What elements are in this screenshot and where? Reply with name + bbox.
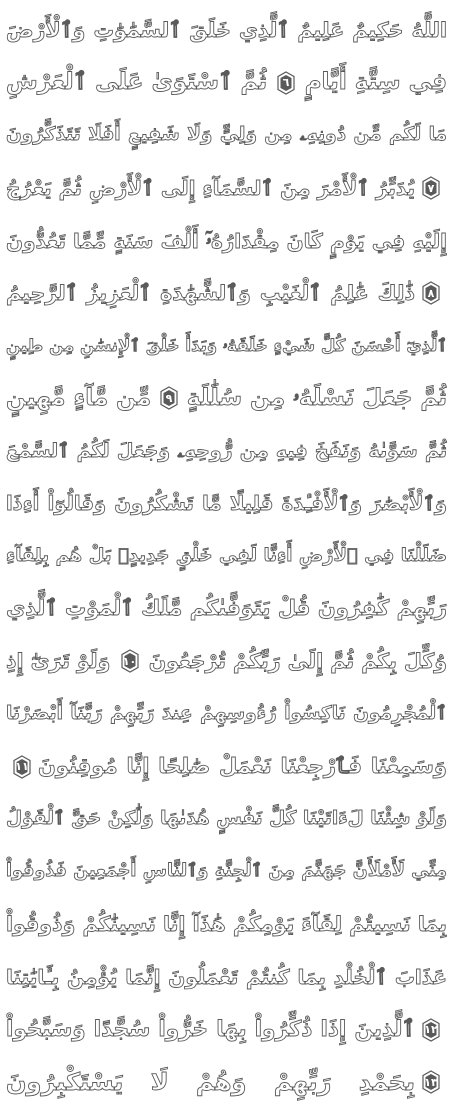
verse-text: ثُمَّ سَوَّىٰهُ وَنَفَخَ فِيهِ مِن رُّوحِهِۦ وَجَعَلَ لَكُمُ ٱلسَّمْعَ (6, 439, 447, 462)
ayah-number: ١٣ (424, 1075, 438, 1089)
verse-line (6, 740, 447, 793)
verse-text: مَا لَكُم مِّن دُونِهِۦ مِن وَلِيٍّ وَلَا شَفِيعٍ أَفَلَا تَتَذَكَّرُونَ (6, 124, 447, 146)
verse-line (6, 688, 447, 741)
verse-text: وَلَوْ شِئْنَا لَءَاتَيْنَا كُلَّ نَفْسٍ هُدَىٰهَا وَلَٰكِنْ حَقَّ ٱلْقَوْلُ (6, 807, 447, 829)
verse-line (6, 1003, 447, 1056)
verse-text: اللَّهُ حَكِيمٌ عَلِيمٌ ٱلَّذِي خَلَقَ ٱلسَّمَٰوَٰتِ وَٱلْأَرْضَ (6, 18, 447, 43)
verse-text: يُدَبِّرُ ٱلْأَمْرَ مِنَ ٱلسَّمَآءِ إِلَى ٱلْأَرْضِ ثُمَّ يَعْرُجُ (6, 176, 415, 201)
verse-lines (6, 4, 447, 1097)
ayah-number-marker-icon (10, 755, 34, 779)
ayah-number: ١٢ (424, 1023, 438, 1037)
verse-text: فِي سِتَّةِ أَيَّامٍ (304, 69, 447, 96)
verse-text: ٱلَّذِينَ إِذَا ذُكِّرُواْ بِهَا خَرُّواْ سُجَّدًا وَسَبَّحُواْ (6, 1016, 415, 1042)
verse-line (6, 477, 447, 530)
verse-text: وَٱلْأَبْصَٰرَ وَٱلْأَفْـِٔدَةَ قَلِيلًا مَّا تَشْكُرُونَ وَقَالُوٓاْ أَءِذَا (6, 491, 447, 515)
verse-line (6, 162, 447, 215)
verse-line (6, 372, 447, 425)
ayah-number-marker-icon (157, 386, 181, 410)
verse-text: بِحَمْدِ رَبِّهِمْ وَهُمْ لَا يَسْتَكْبِرُونَ (6, 1068, 415, 1097)
verse-text: ثُمَّ جَعَلَ نَسْلَهُۥ مِن سُلَٰلَةٍ (186, 384, 447, 411)
verse-line (6, 214, 447, 267)
ayah-number-marker-icon (419, 1018, 443, 1042)
verse-line (6, 530, 447, 583)
verse-line (6, 1056, 447, 1108)
verse-line (6, 951, 447, 1004)
ayah-number-marker-icon (419, 1070, 443, 1094)
verse-text: ثُمَّ ٱسْتَوَىٰ عَلَى ٱلْعَرْشِ (6, 69, 268, 96)
verse-text: رَبِّهِمْ كَٰفِرُونَ قُلْ يَتَوَفَّىٰكُم مَّلَكُ ٱلْمَوْتِ ٱلَّذِي (6, 596, 447, 621)
verse-text: عَذَابَ ٱلْخُلْدِ بِمَا كُنتُمْ تَعْمَلُونَ إِنَّمَا يُؤْمِنُ بِـَٔايَٰتِنَا (6, 964, 447, 989)
ayah-number-marker-icon (419, 176, 443, 200)
verse-line (6, 267, 447, 320)
ayah-number: ٦ (282, 76, 290, 90)
verse-text: مِّن مَّآءٍ مَّهِينٍ (6, 384, 152, 411)
verse-line (6, 109, 447, 162)
verse-text: ذَٰلِكَ عَٰلِمُ ٱلْغَيْبِ وَٱلشَّهَٰدَةِ ٱلْعَزِيزُ ٱلرَّحِيمُ (6, 281, 415, 306)
ayah-number: ١١ (15, 760, 29, 774)
verse-line (6, 320, 447, 373)
verse-text: إِلَيْهِ فِي يَوْمٍ كَانَ مِقْدَارُهُۥٓ أَلْفَ سَنَةٍ مِّمَّا تَعُدُّونَ (6, 228, 447, 253)
ayah-number: ٨ (427, 286, 435, 300)
ayah-number: ١٠ (122, 654, 137, 668)
verse-line (6, 898, 447, 951)
verse-text: وَلَوْ تَرَىٰٓ إِذِ (6, 649, 111, 674)
verse-line (6, 425, 447, 478)
verse-line (6, 57, 447, 110)
verse-line (6, 846, 447, 899)
verse-text: ٱلْمُجْرِمُونَ نَاكِسُواْ رُءُوسِهِمْ عِندَ رَبِّهِمْ رَبَّنَآ أَبْصَرْنَا (6, 702, 447, 724)
verse-text: بِمَا نَسِيتُمْ لِقَآءَ يَوْمِكُمْ هَٰذَآ إِنَّا نَسِينَٰكُمْ وَذُوقُواْ (6, 912, 447, 937)
verse-line (6, 635, 447, 688)
verse-line (6, 583, 447, 636)
ayah-number-marker-icon (118, 649, 142, 673)
ayah-number: ٩ (165, 391, 173, 405)
ayah-number: ٧ (427, 181, 435, 195)
verse-text: ٱلَّذِيٓ أَحْسَنَ كُلَّ شَيْءٍ خَلَقَهُۥ وَبَدَأَ خَلْقَ ٱلْإِنسَٰنِ مِن طِينٍ (6, 335, 447, 355)
ayah-number-marker-icon (419, 281, 443, 305)
ayah-number-marker-icon (274, 71, 298, 95)
verse-text: مِنِّي لَأَمْلَأَنَّ جَهَنَّمَ مِنَ ٱلْجِنَّةِ وَٱلنَّاسِ أَجْمَعِينَ فَذُوقُواْ (6, 861, 447, 882)
verse-text: ضَلَلْنَا فِي ٱلْأَرْضِ أَءِنَّا لَفِي خَلْقٍ جَدِيدٍۢ بَلْ هُم بِلِقَآءِ (6, 545, 447, 567)
verse-line (6, 793, 447, 846)
verse-line (6, 4, 447, 57)
verse-text: وُكِّلَ بِكُمْ ثُمَّ إِلَىٰ رَبِّكُمْ تُرْجَعُونَ (148, 649, 447, 674)
verse-text: وَسَمِعْنَا فَٱرْجِعْنَا نَعْمَلْ صَٰلِحًا إِنَّا مُوقِنُونَ (38, 754, 447, 779)
